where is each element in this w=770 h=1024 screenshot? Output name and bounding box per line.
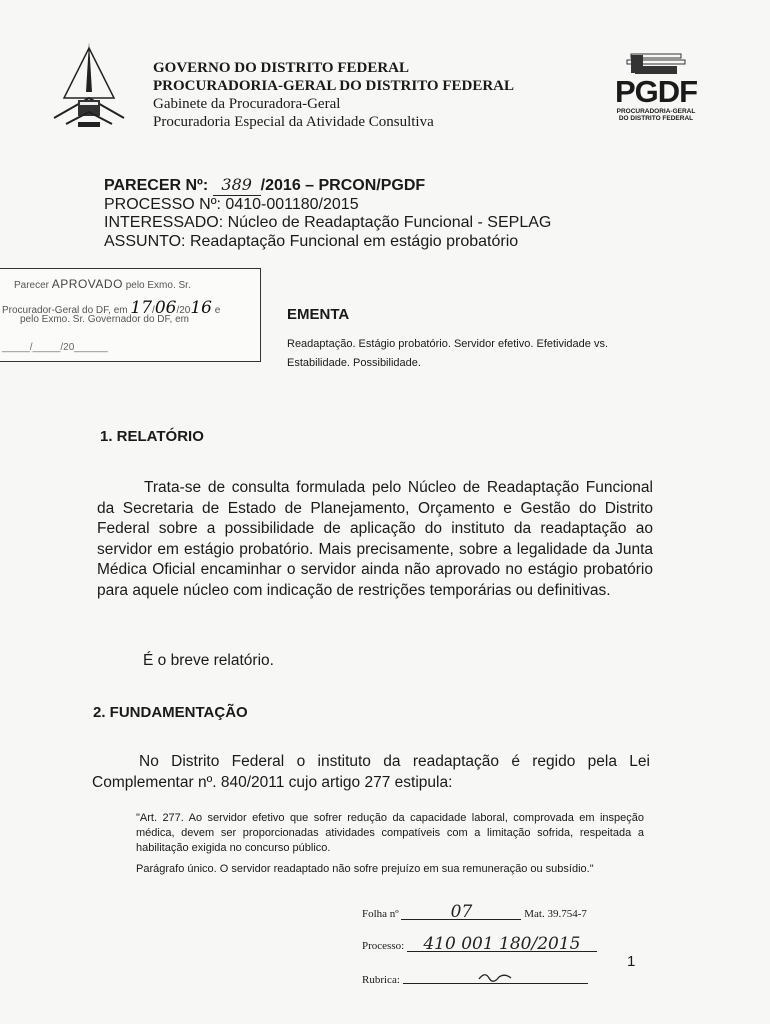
folha-label: Folha nº: [362, 908, 399, 920]
pgdf-logo: [604, 52, 708, 122]
rubrica-label: Rubrica:: [362, 974, 400, 986]
law-quote: [136, 811, 644, 883]
rubrica-signature: [403, 969, 588, 984]
stamp-line-2: Procurador-Geral do DF, em 17/06/2016 e: [2, 298, 221, 318]
stamp-aprovado: APROVADO: [51, 277, 123, 291]
ementa-title: EMENTA: [287, 306, 350, 323]
folha-row: [362, 902, 597, 927]
parecer-meta: [104, 176, 551, 251]
quote-paragraph: Parágrafo único. O servidor readaptado não sofre prejuízo em sua remuneração ou subsídio.": [136, 863, 594, 875]
header-procuradoria: PROCURADORIA-GERAL DO DISTRITO FEDERAL: [153, 78, 515, 94]
relatorio-closing: É o breve relatório.: [143, 652, 274, 669]
coat-of-arms-logo: [48, 40, 130, 134]
stamp-year-prefix: /20: [176, 305, 191, 316]
processo-number: 410 001 180/2015: [407, 937, 597, 952]
mat-number: Mat. 39.754-7: [524, 908, 587, 920]
stamp-procurador: Procurador-Geral do DF, em: [2, 305, 128, 316]
stamp-line-4: _____/_____/20______: [2, 342, 108, 353]
parecer-number-line: [104, 176, 551, 196]
stamp-year: 16: [190, 298, 212, 318]
page-number: 1: [627, 953, 636, 970]
pgdf-logo-sub1: PROCURADORIA-GERAL: [616, 108, 696, 115]
fundamentacao-heading: 2. FUNDAMENTAÇÃO: [93, 704, 248, 721]
stamp-line-3: pelo Exmo. Sr. Governador do DF, em: [20, 314, 189, 325]
interessado-line: INTERESSADO: Núcleo de Readaptação Funcional - SEPLAG: [104, 214, 552, 231]
parecer-suffix: /2016 – PRCON/PGDF: [260, 177, 426, 194]
relatorio-heading: 1. RELATÓRIO: [100, 428, 204, 445]
stamp-month: 06: [154, 298, 177, 318]
rubrica-row: [362, 969, 597, 991]
stamp-e: e: [214, 305, 221, 316]
processo-row: [362, 934, 597, 959]
stamp-day: 17: [130, 298, 153, 318]
parecer-label: PARECER Nº:: [104, 177, 209, 194]
institution-header: [153, 59, 514, 131]
rubrica-signature-mark: [475, 969, 515, 983]
header-procuradoria-especial: Procuradoria Especial da Atividade Consultiva: [153, 114, 434, 130]
quote-article: "Art. 277. Ao servidor efetivo que sofrer redução da capacidade laboral, comprovada em inspeção médica, devem ser proporcionadas atividades compatíveis com a limitação sofrida, respeitada a habilitação exigida no concurso público.: [136, 812, 644, 854]
pgdf-emblem-icon: [621, 52, 691, 76]
pgdf-logo-sub2: DO DISTRITO FEDERAL: [618, 115, 694, 122]
stamp-line-1: [14, 277, 191, 293]
pgdf-logo-word: PGDF: [614, 74, 698, 109]
folha-number: 07: [401, 905, 521, 920]
stamp-parecer: Parecer: [14, 280, 50, 291]
folha-stamp: [362, 902, 597, 991]
fundamentacao-paragraph: No Distrito Federal o instituto da readaptação é regido pela Lei Complementar nº. 840/2011 cujo artigo 277 estipula:: [92, 753, 650, 791]
stamp-exmo: pelo Exmo. Sr.: [125, 280, 191, 291]
ementa-text: Readaptação. Estágio probatório. Servidor efetivo. Efetividade vs. Estabilidade. Possibilidade.: [287, 338, 609, 369]
processo-line: PROCESSO Nº: 0410-001180/2015: [104, 195, 359, 213]
parecer-number: 389: [213, 176, 261, 196]
header-gabinete: Gabinete da Procuradora-Geral: [153, 96, 341, 112]
assunto-line: ASSUNTO: Readaptação Funcional em estágio probatório: [104, 232, 519, 250]
approval-stamp: [0, 268, 261, 362]
relatorio-paragraph: Trata-se de consulta formulada pelo Núcleo de Readaptação Funcional da Secretaria de Estado de Planejamento, Orçamento e Gestão do Distrito Federal sobre a possibilidade de aplicação do instituto da readaptação ao servidor em estágio probatório. Mais precisamente, sobre a legalidade da Junta Médica Oficial encaminhar o servidor ainda não aprovado no estágio probatório para aquele núcleo com indicação de restrições temporárias ou definitivas.: [97, 479, 653, 599]
header-government: GOVERNO DO DISTRITO FEDERAL: [153, 60, 410, 76]
processo-label: Processo:: [362, 940, 405, 952]
